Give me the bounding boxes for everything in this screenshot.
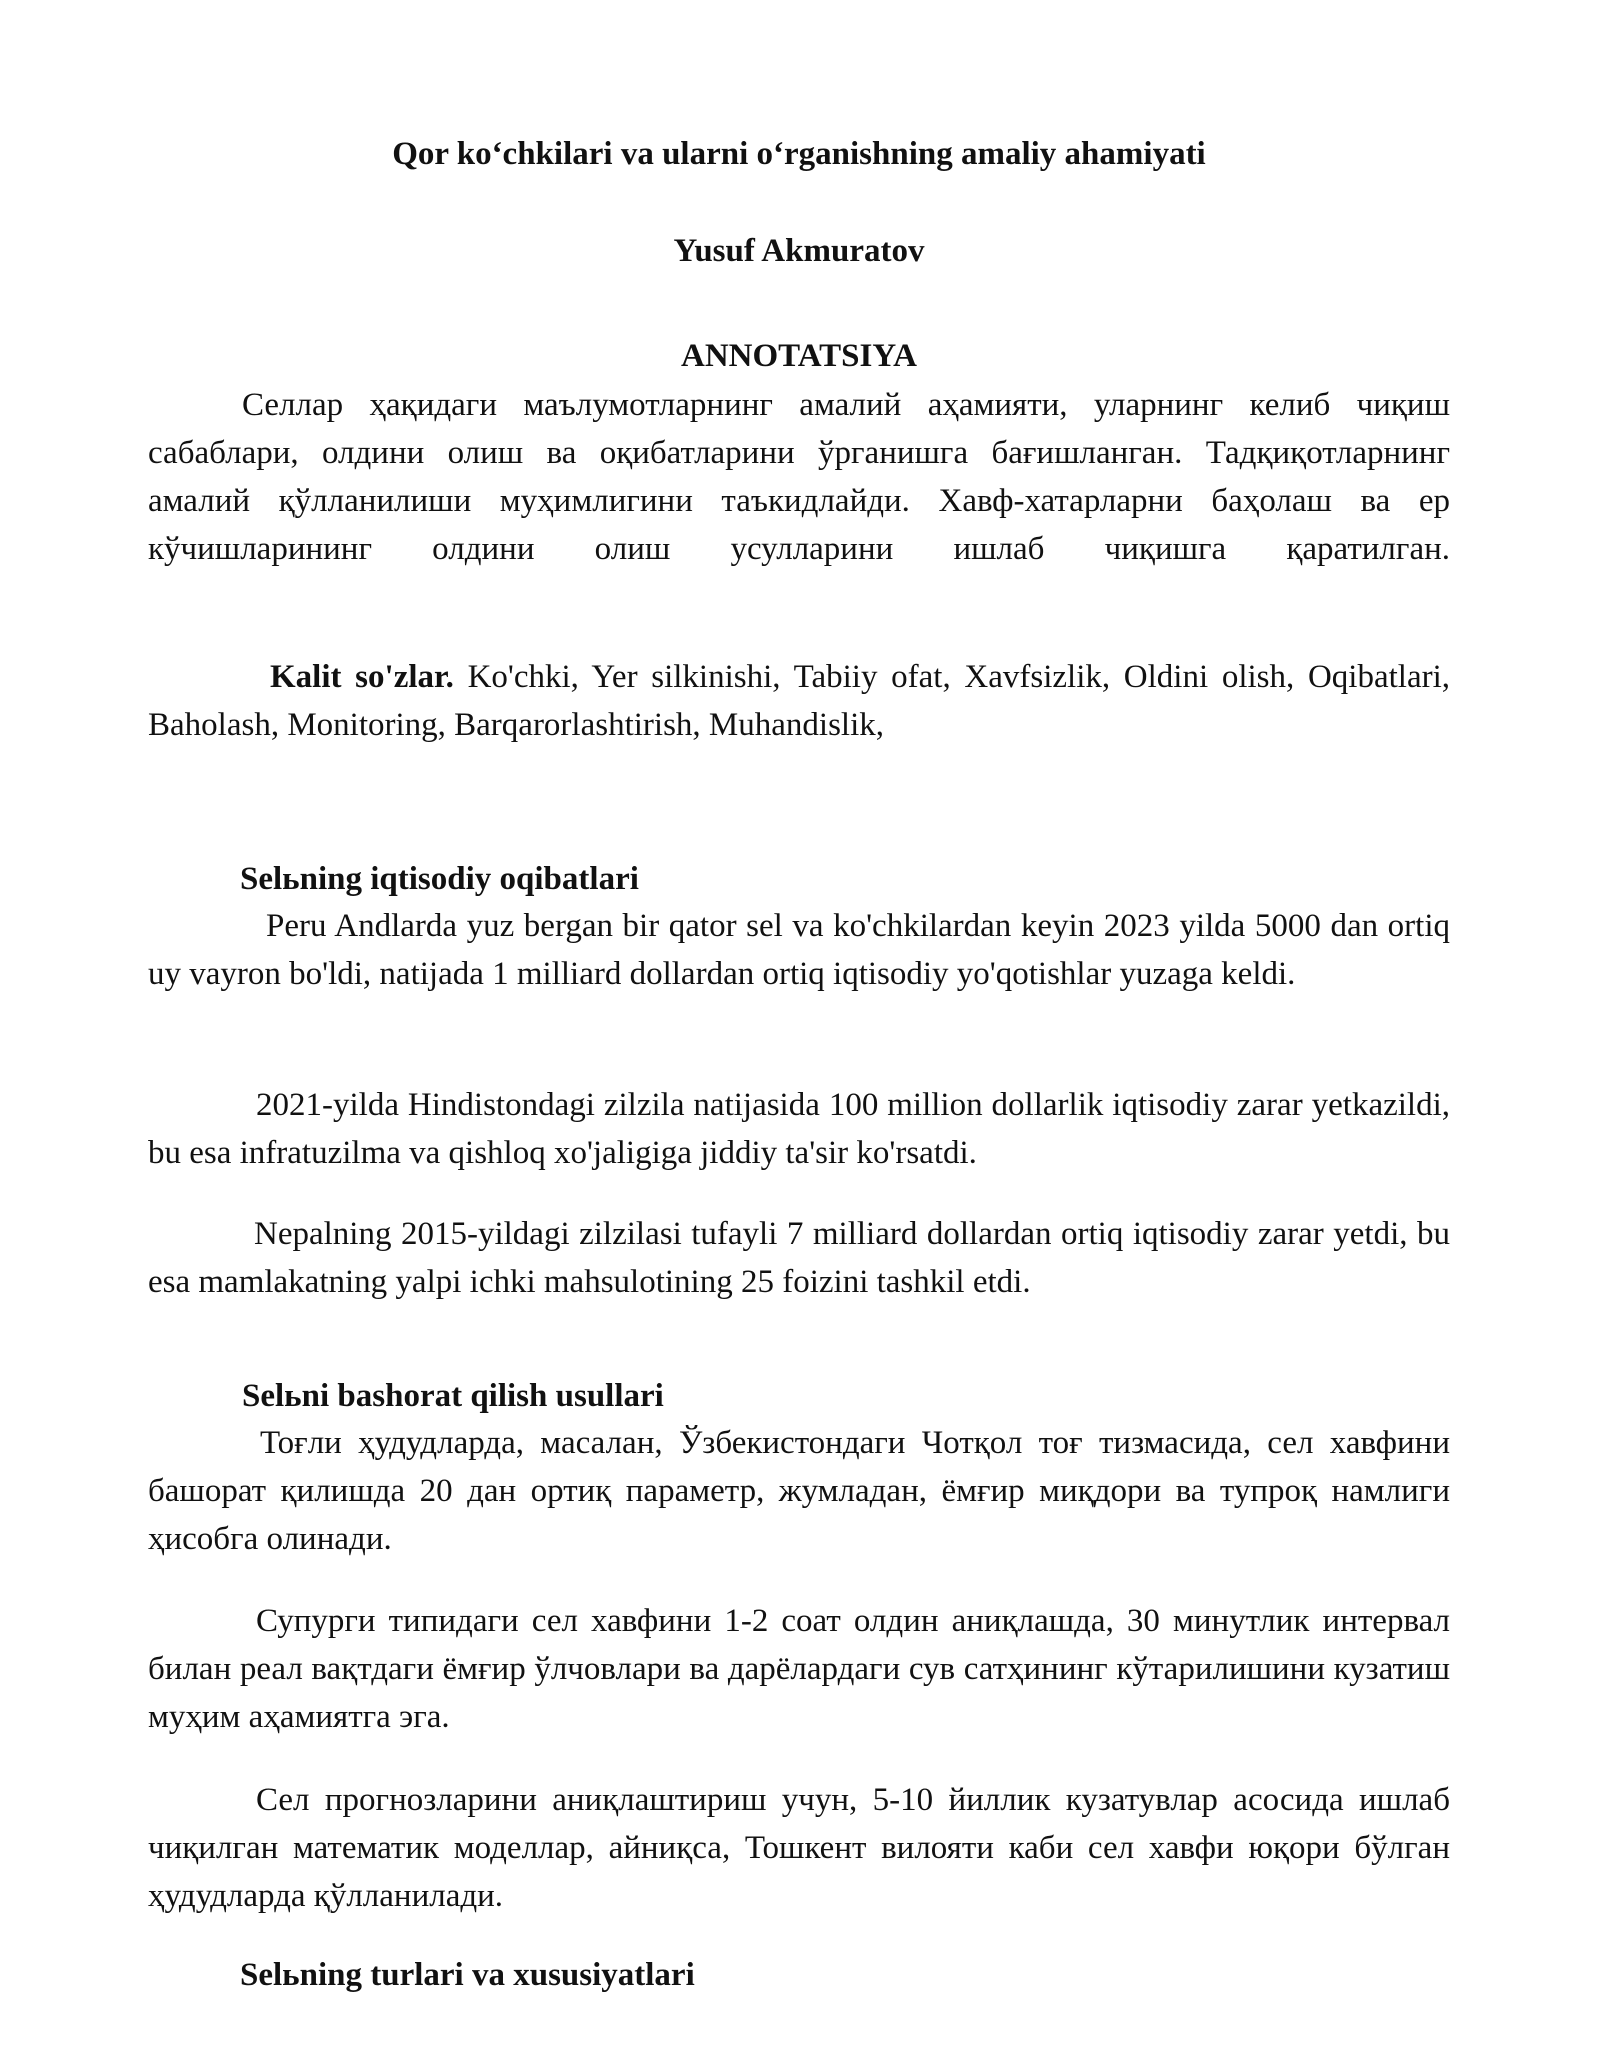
paragraph-economic-2: 2021-yilda Hindistondagi zilzila natijasida 100 million dollarlik iqtisodiy zarar yetkazildi, bu esa infratuzilma va qishloq xo'jaligiga jiddiy ta'sir ko'rsatdi. [148, 1087, 1450, 1171]
keywords-paragraph [148, 653, 1450, 749]
author-name: Yusuf Akmuratov [673, 233, 925, 269]
keywords-list: Ko'chki, Yer silkinishi, Tabiiy ofat, Xavfsizlik, Oldini olish, Oqibatlari, Baholash, Monitoring, Barqarorlashtirish, Muhandislik, [148, 659, 1450, 743]
abstract-heading: ANNOTATSIYA [681, 338, 917, 374]
document-title: Qor ko‘chkilari va ularni o‘rganishning amaliy ahamiyati [392, 136, 1206, 172]
section-heading-forecast: Selьni bashorat qilish usullari [242, 1378, 664, 1414]
paragraph-economic-3: Nepalning 2015-yildagi zilzilasi tufayli 7 milliard dollardan ortiq iqtisodiy zarar yetdi, bu esa mamlakatning yalpi ichki mahsulotining 25 foizini tashkil etdi. [148, 1216, 1450, 1300]
paragraph-forecast-2: Супурги типидаги сел хавфини 1-2 соат олдин аниқлашда, 30 минутлик интервал билан реал вақтдаги ёмғир ўлчовлари ва дарёлардаги сув сатҳининг кўтарилишини кузатиш муҳим аҳамиятга эга. [148, 1603, 1450, 1735]
paragraph-forecast-3: Сел прогнозларини аниқлаштириш учун, 5-10 йиллик кузатувлар асосида ишлаб чиқилган математик моделлар, айниқса, Тошкент вилояти каби сел хавфи юқори бўлган ҳудудларда қўлланилади. [148, 1782, 1450, 1914]
document-page [148, 0, 1450, 2070]
paragraph-economic-1: Peru Andlarda yuz bergan bir qator sel va ko'chkilardan keyin 2023 yilda 5000 dan ortiq uy vayron bo'ldi, natijada 1 milliard dollardan ortiq iqtisodiy yo'qotishlar yuzaga keldi. [148, 908, 1450, 992]
abstract-paragraph: Селлар ҳақидаги маълумотларнинг амалий аҳамияти, уларнинг келиб чиқиш сабаблари, олдини олиш ва оқибатларини ўрганишга бағишланган. Тадқиқотларнинг амалий қўлланилиши муҳимлигини таъкидлайди. Хавф-хатарларни баҳолаш ва ер кўчишларининг олдини олиш усулларини ишлаб чиқишга қаратилган. [148, 387, 1450, 567]
paragraph-forecast-1: Тоғли ҳудудларда, масалан, Ўзбекистондаги Чотқол тоғ тизмасида, сел хавфини башорат қилишда 20 дан ортиқ параметр, жумладан, ёмғир миқдори ва тупроқ намлиги ҳисобга олинади. [148, 1425, 1450, 1557]
keywords-label: Kalit so'zlar. [270, 659, 454, 695]
section-heading-economic: Selьning iqtisodiy oqibatlari [240, 861, 639, 897]
section-heading-types: Selьning turlari va xususiyatlari [240, 1957, 695, 1993]
